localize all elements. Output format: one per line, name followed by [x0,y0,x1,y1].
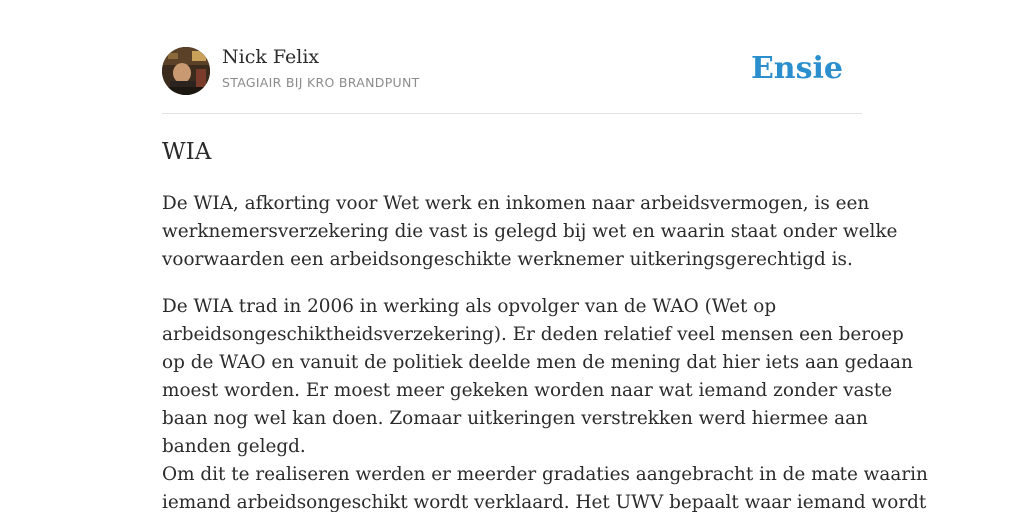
text-line: werknemersverzekering die vast is gelegd bij wet en waarin staat onder welke [162,221,898,242]
article-paragraph [162,293,928,512]
author-name[interactable]: Nick Felix [222,46,320,68]
text-line: moest worden. Er moest meer gekeken worden naar wat iemand zonder vaste [162,380,893,401]
avatar-photo [162,47,210,95]
text-line: baan nog wel kan doen. Zomaar uitkeringen verstrekken werd hiermee aan [162,408,868,429]
brand-logo[interactable]: Ensie [750,51,843,86]
text-line: arbeidsongeschiktheidsverzekering). Er deden relatief veel mensen een beroep [162,324,904,345]
header-divider [162,113,862,114]
article-body [162,190,928,512]
text-line: Om dit te realiseren werden er meerder gradaties aangebracht in de mate waarin [162,464,928,485]
text-line: banden gelegd. [162,436,306,457]
text-line: voorwaarden een arbeidsongeschikte werknemer uitkeringsgerechtigd is. [162,249,853,270]
text-line: iemand arbeidsongeschikt wordt verklaard. Het UWV bepaalt waar iemand wordt [162,492,927,512]
author-header [162,46,862,96]
avatar[interactable] [162,47,210,95]
article-title: WIA [162,139,212,165]
text-line: De WIA trad in 2006 in werking als opvolger van de WAO (Wet op [162,296,777,317]
text-line: op de WAO en vanuit de politiek deelde men de mening dat hier iets aan gedaan [162,352,913,373]
author-role: STAGIAIR BIJ KRO BRANDPUNT [222,75,420,90]
text-line: De WIA, afkorting voor Wet werk en inkomen naar arbeidsvermogen, is een [162,193,870,214]
article-paragraph [162,190,898,274]
